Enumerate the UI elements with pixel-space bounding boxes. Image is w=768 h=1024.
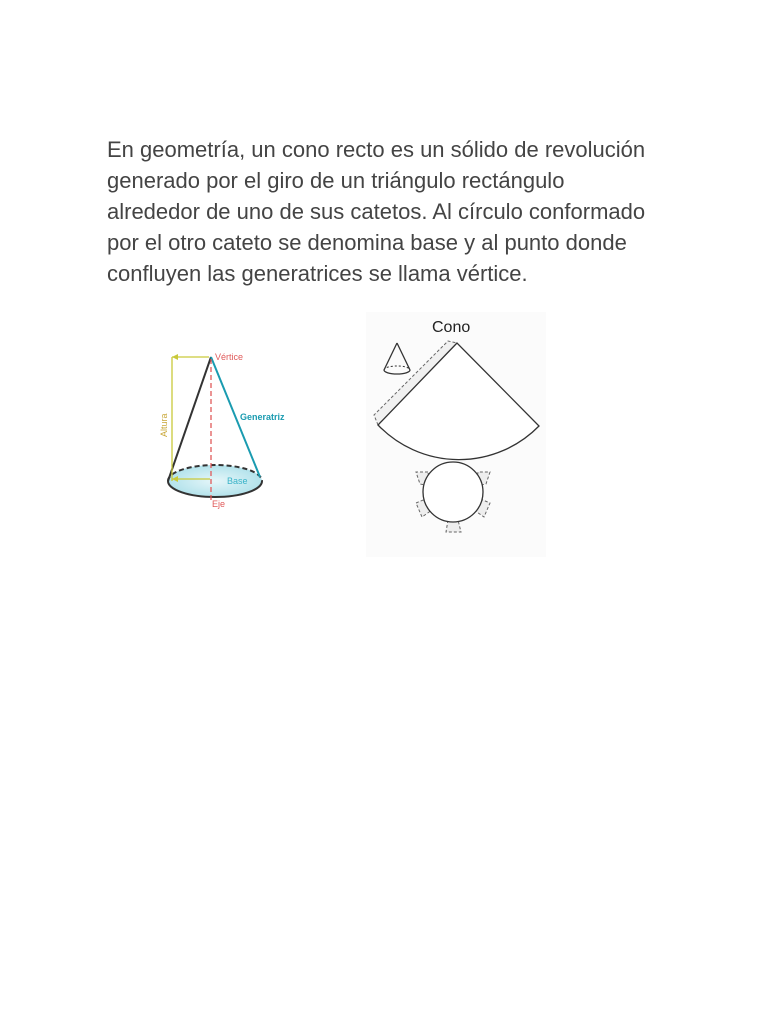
net-sector: [378, 343, 539, 460]
net-title: Cono: [432, 319, 471, 336]
cone-net-diagram: [366, 312, 546, 557]
cone-diagram: [150, 340, 300, 515]
label-base: Base: [227, 476, 248, 486]
label-axis: Eje: [212, 499, 226, 509]
body-paragraph: [107, 134, 687, 289]
paragraph-line: En geometría, un cono recto es un sólido de revolución: [107, 137, 646, 162]
paragraph-line: alrededor de uno de sus catetos. Al círculo conformado: [107, 199, 646, 224]
paragraph-line: confluyen las generatrices se llama vértice.: [107, 261, 528, 286]
cone-diagram-svg: [150, 340, 300, 515]
cone-net-svg: [366, 312, 546, 557]
label-vertex: Vértice: [215, 352, 244, 362]
label-generatrix: Generatriz: [240, 412, 285, 422]
cone-height-arrowhead: [172, 354, 178, 360]
paragraph-line: por el otro cateto se denomina base y al punto donde: [107, 230, 627, 255]
label-height: Altura: [159, 413, 169, 437]
small-cone-icon: [384, 343, 410, 374]
cone-left-side: [168, 357, 211, 481]
net-base-circle: [423, 462, 483, 522]
paragraph-line: generado por el giro de un triángulo rectángulo: [107, 168, 565, 193]
